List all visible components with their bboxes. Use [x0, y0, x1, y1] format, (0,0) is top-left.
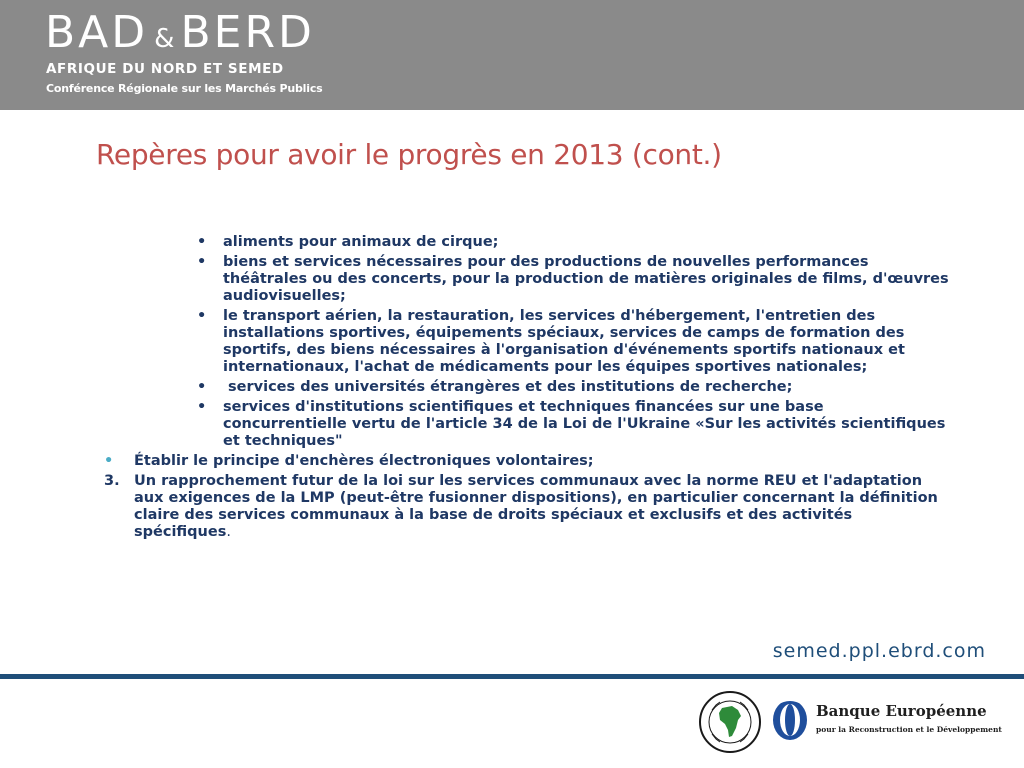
slide-content: [100, 234, 950, 541]
brand-left: BAD: [45, 7, 149, 58]
list-item: [197, 399, 950, 450]
header-banner: [0, 0, 1024, 110]
ebrd-name: Banque Européenne: [816, 702, 987, 720]
bullet-dot-icon: •: [197, 254, 207, 270]
ebrd-globe-logo: [772, 698, 812, 742]
list-item-text: aliments pour animaux de cirque;: [223, 234, 499, 250]
numbered-item: [100, 473, 950, 541]
item-number: 3.: [104, 473, 120, 489]
bullet-dot-icon: •: [197, 308, 207, 324]
footer-url: semed.ppl.ebrd.com: [772, 640, 986, 662]
africa-map-logo: [698, 690, 762, 754]
afdb-logo-graphic: [698, 690, 762, 754]
footer-divider: [0, 674, 1024, 679]
sub-bullet-list: [100, 234, 950, 450]
numbered-item-tail: .: [226, 524, 231, 540]
list-item: [197, 379, 950, 396]
top-bullet-item: [100, 453, 950, 470]
list-item-text: services d'institutions scientifiques et techniques financées sur une base concurrentielle vertu de l'article 34 de la Loi de l'Ukraine «Sur les activités scientifiques et techniques": [223, 399, 946, 449]
bullet-dot-icon: •: [197, 234, 207, 250]
list-item-text: le transport aérien, la restauration, les services d'hébergement, l'entretien des installations sportives, équipements spéciaux, services de camps de formation des sportifs, des biens nécessaires à l'organisation d'événements sportifs nationaux et internationaux, l'achat de médicaments pour les équipes sportives nationales;: [223, 308, 905, 375]
brand-ampersand: &: [154, 24, 175, 54]
numbered-item-text: Un rapprochement futur de la loi sur les services communaux avec la norme REU et l'adaptation aux exigences de la LMP (peut-être fusionner dispositions), en particulier concernant la définition claire des services communaux à la base de droits spéciaux et exclusifs et des activités spécifiques: [134, 473, 938, 540]
brand-right: BERD: [180, 7, 315, 58]
ebrd-logo: [772, 698, 1002, 746]
slide-title: Repères pour avoir le progrès en 2013 (cont.): [96, 138, 722, 171]
list-item-text: biens et services nécessaires pour des productions de nouvelles performances théâtrales ou des concerts, pour la production de matières originales de films, d'œuvres audiovisuelles;: [223, 254, 949, 304]
conference-name: Conférence Régionale sur les Marchés Publics: [46, 82, 323, 95]
list-item: [197, 254, 950, 305]
list-item-text: services des universités étrangères et des institutions de recherche;: [223, 379, 793, 395]
top-bullet-text: Établir le principe d'enchères électroniques volontaires;: [134, 453, 594, 469]
list-item: [197, 234, 950, 251]
list-item: [197, 308, 950, 376]
brand-subtitle: AFRIQUE DU NORD ET SEMED: [46, 61, 284, 77]
brand-title: [45, 8, 315, 64]
bullet-dot-icon: •: [104, 453, 114, 469]
bullet-dot-icon: •: [197, 399, 207, 415]
ebrd-tagline: pour la Reconstruction et le Développement: [816, 725, 1002, 734]
bullet-dot-icon: •: [197, 379, 207, 395]
